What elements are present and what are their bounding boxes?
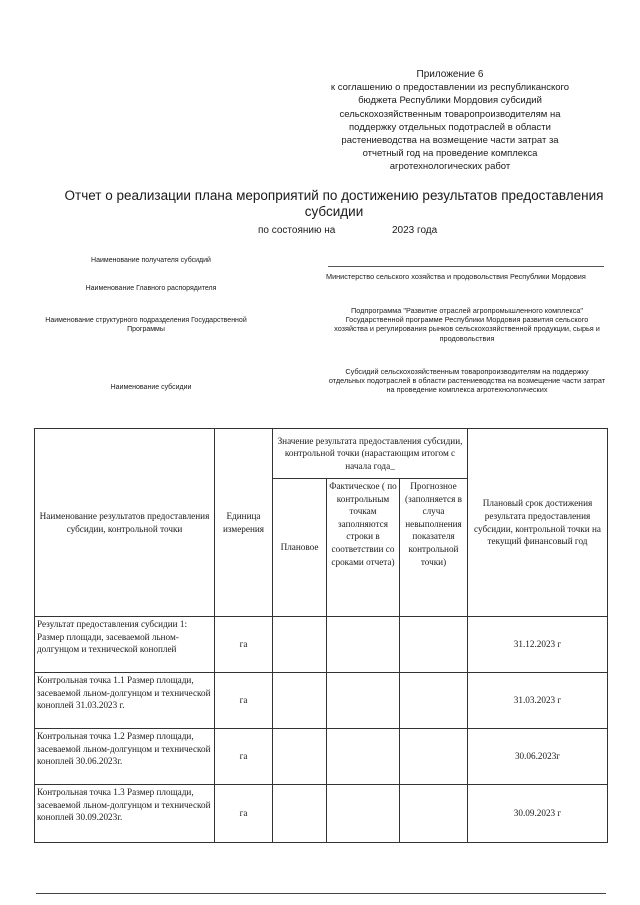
table-header-row [35, 429, 608, 479]
subsidy-value: Субсидий сельскохозяйственным товаропроизводителям на поддержку отдельных подотраслей в области растениеводства на возмещение части затрат на проведение комплекса агротехнологических [328, 367, 606, 395]
row-unit: га [215, 785, 273, 843]
row-name: Контрольная точка 1.2 Размер площади, засеваемой льном-долгунцом и технической коноплей 30.06.2023г. [35, 729, 215, 785]
row-actual [327, 729, 400, 785]
row-actual [327, 785, 400, 843]
structural-unit-value: Подпрограмма "Развитие отраслей агропромышленного комплекса" Государственной программе Республики Мордовия развития сельского хозяйства и регулирования рынков сельскохозяйственной продукции, сырья и продовольствия [334, 306, 600, 343]
report-title-line1: Отчет о реализации плана мероприятий по достижению результатов предоставления [64, 188, 604, 203]
table-row [35, 785, 608, 843]
bottom-rule [36, 893, 606, 894]
row-deadline: 30.09.2023 г [468, 785, 608, 843]
table-row [35, 673, 608, 729]
appendix-line: агротехнологических работ [389, 161, 511, 173]
row-forecast [400, 729, 468, 785]
row-forecast [400, 785, 468, 843]
header-planned: Плановое [273, 479, 327, 617]
header-name: Наименование результатов предоставления субсидии, контрольной точки [35, 429, 215, 617]
report-title [60, 188, 608, 220]
row-name: Контрольная точка 1.1 Размер площади, засеваемой льном-долгунцом и технической коноплей 31.03.2023 г. [35, 673, 215, 729]
row-deadline: 30.06.2023г [468, 729, 608, 785]
appendix-line: к соглашению о предоставлении из республиканского [330, 82, 570, 94]
appendix-title: Приложение 6 [416, 69, 484, 80]
row-name: Результат предоставления субсидии 1: Размер площади, засеваемой льном-долгунцом и технической коноплей [35, 617, 215, 673]
row-unit: га [215, 617, 273, 673]
appendix-line: поддержку отдельных подотраслей в области [349, 121, 551, 133]
recipient-label: Наименование получателя субсидий [91, 257, 211, 264]
appendix-block [300, 68, 600, 174]
row-unit: га [215, 673, 273, 729]
structural-unit-label: Наименование структурного подразделения Государственной Программы [45, 317, 247, 333]
row-deadline: 31.12.2023 г [468, 617, 608, 673]
header-forecast: Прогнозное (заполняется в случа невыполнения показателя контрольной точки) [400, 479, 468, 617]
appendix-line: отчетный год на проведение комплекса [362, 148, 538, 160]
subsidy-label: Наименование субсидии [110, 384, 192, 391]
row-planned [273, 729, 327, 785]
row-actual [327, 617, 400, 673]
row-forecast [400, 617, 468, 673]
row-planned [273, 673, 327, 729]
header-deadline: Плановый срок достижения результата предоставления субсидии, контрольной точки на текущий финансовый год [468, 429, 608, 617]
row-planned [273, 617, 327, 673]
row-unit: га [215, 729, 273, 785]
appendix-line: растениеводства на возмещение части затрат за [341, 135, 559, 147]
header-value-group: Значение результата предоставления субсидии, контрольной точки (нарастающим итогом с начала года_ [273, 429, 468, 479]
appendix-line: сельскохозяйственным товаропроизводителям на [339, 108, 561, 120]
table-row [35, 617, 608, 673]
row-deadline: 31.03.2023 г [468, 673, 608, 729]
as-of-year: 2023 года [392, 225, 438, 236]
row-planned [273, 785, 327, 843]
as-of-label: по состоянию на [258, 225, 336, 236]
table-row [35, 729, 608, 785]
admin-label: Наименование Главного распорядителя [85, 285, 217, 292]
header-unit: Единица измерения [215, 429, 273, 617]
appendix-line: бюджета Республики Мордовия субсидий [358, 95, 542, 107]
admin-value: Министерство сельского хозяйства и продовольствия Республики Мордовия [326, 272, 586, 281]
header-actual: Фактическое ( по контрольным точкам заполняются строки в соответствии со сроками отчета) [327, 479, 400, 617]
row-name: Контрольная точка 1.3 Размер площади, засеваемой льном-долгунцом и технической коноплей 30.09.2023г. [35, 785, 215, 843]
row-actual [327, 673, 400, 729]
report-title-line2: субсидии [304, 204, 364, 219]
results-table [34, 428, 608, 843]
recipient-underline [328, 266, 604, 267]
row-forecast [400, 673, 468, 729]
